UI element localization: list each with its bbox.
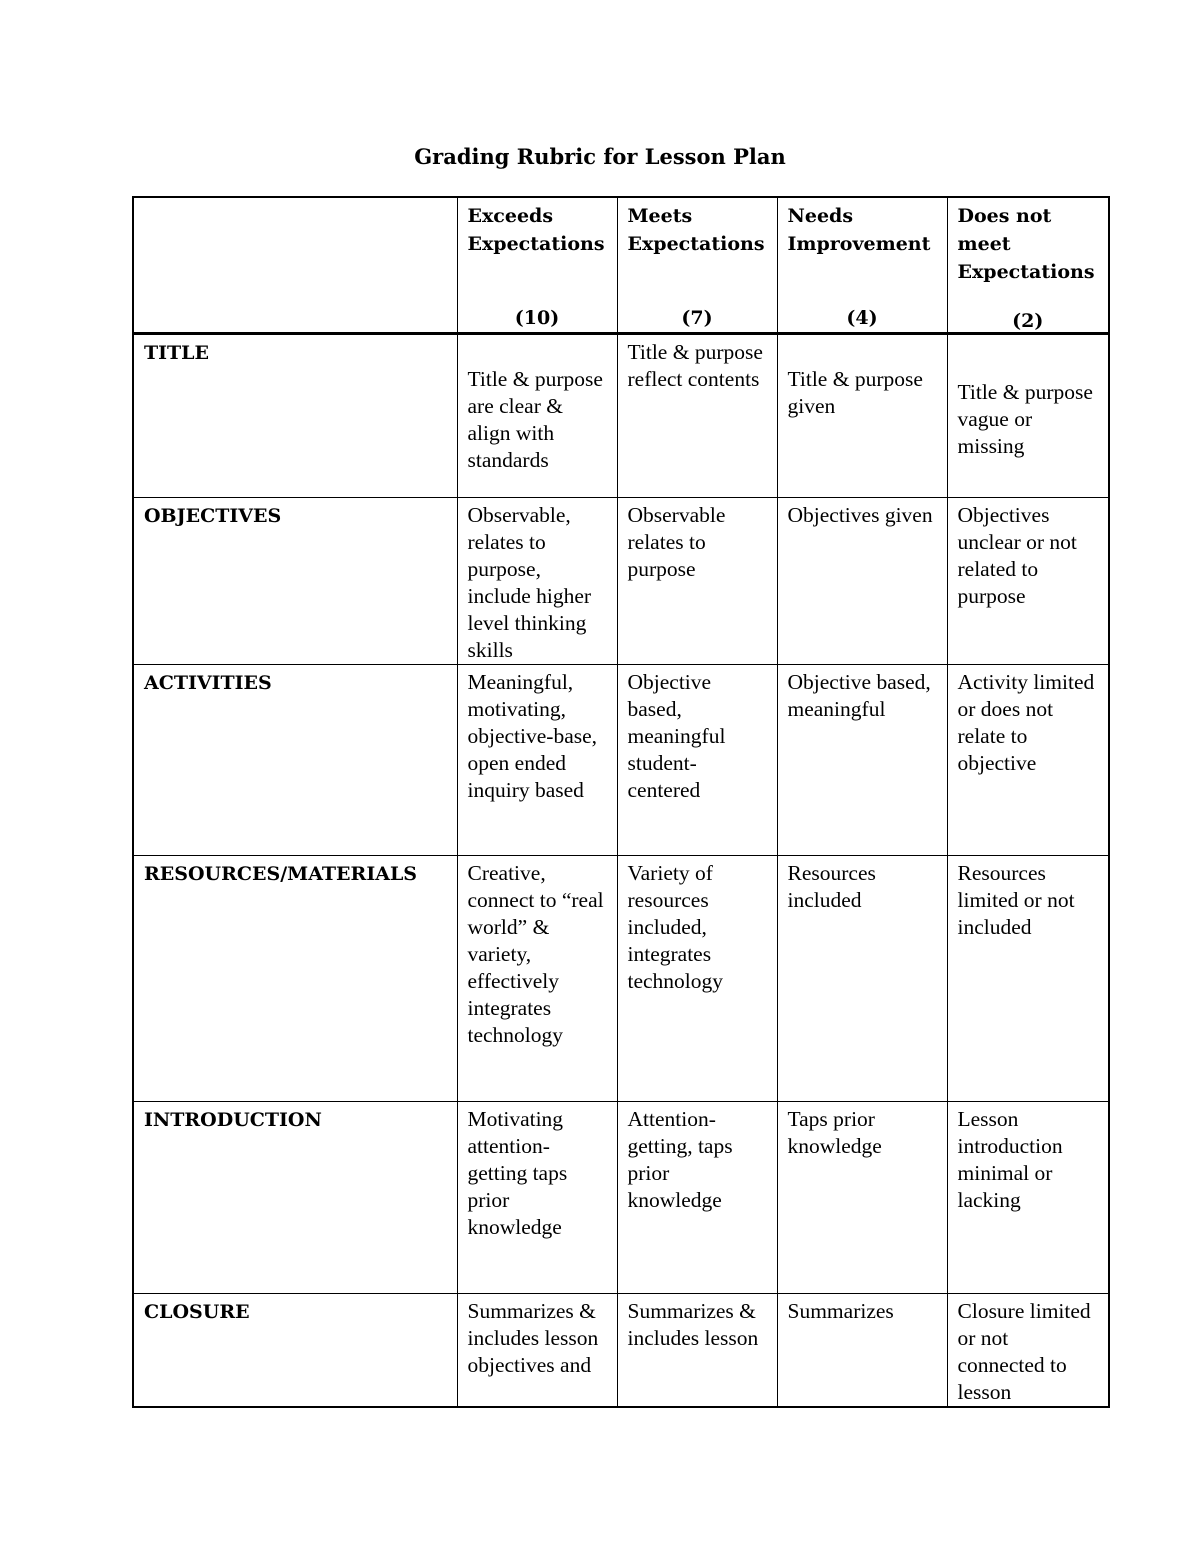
descriptor-cell [777,665,947,856]
descriptor-text: Title & purpose vague or missing [957,380,1093,458]
level-label: Meets Expectations [627,205,765,255]
level-label: Exceeds Expectations [467,205,605,255]
descriptor-text: Activity limited or does not relate to objective [957,670,1095,775]
page-title: Grading Rubric for Lesson Plan [414,144,786,169]
descriptor-text: Attention-getting, taps prior knowledge [627,1107,733,1212]
criterion-name: INTRODUCTION [144,1109,322,1131]
descriptor-cell [947,498,1109,665]
descriptor-cell [947,1102,1109,1294]
descriptor-cell [457,334,617,498]
descriptor-text: Resources limited or not included [957,861,1075,939]
descriptor-text: Lesson introduction minimal or lacking [957,1107,1063,1212]
criterion-name-cell [133,856,457,1102]
level-points: (7) [681,307,713,329]
criterion-row-resources-materials [133,856,1109,1102]
descriptor-text: Summarizes & includes lesson [627,1299,759,1350]
criterion-name-cell [133,334,457,498]
descriptor-cell [617,334,777,498]
level-points: (4) [846,307,878,329]
criterion-row-activities [133,665,1109,856]
descriptor-text: Objectives given [787,503,933,527]
criterion-row-introduction [133,1102,1109,1294]
descriptor-cell [617,498,777,665]
descriptor-cell [777,498,947,665]
descriptor-text: Title & purpose reflect contents [627,340,763,391]
criterion-row-closure [133,1294,1109,1408]
criterion-row-objectives [133,498,1109,665]
criterion-name-cell [133,498,457,665]
descriptor-text: Resources included [787,861,876,912]
descriptor-text: Title & purpose are clear & align with standards [467,367,603,472]
descriptor-text: Variety of resources included, integrates technology [627,861,724,993]
descriptor-text: Closure limited or not connected to lesson [957,1299,1091,1404]
descriptor-cell [457,856,617,1102]
level-points: (2) [1012,310,1044,332]
descriptor-cell [617,1102,777,1294]
descriptor-text: Objective based, meaningful [787,670,931,721]
descriptor-text: Summarizes & includes lesson objectives and [467,1299,599,1377]
criterion-name-cell [133,665,457,856]
level-points: (10) [514,307,560,329]
descriptor-cell [777,1294,947,1408]
descriptor-cell [947,856,1109,1102]
descriptor-text: Taps prior knowledge [787,1107,882,1158]
descriptor-text: Creative, connect to “real world” & variety, effectively integrates technology [467,861,604,1047]
descriptor-cell [617,856,777,1102]
descriptor-text: Objective based, meaningful student-centered [627,670,726,802]
descriptor-cell [947,1294,1109,1408]
criterion-name: ACTIVITIES [144,672,272,694]
descriptor-cell [947,665,1109,856]
criterion-name: RESOURCES/MATERIALS [144,863,418,885]
descriptor-text: Title & purpose given [787,367,923,418]
descriptor-cell [777,334,947,498]
descriptor-cell [457,1294,617,1408]
level-label: Needs Improvement [787,205,931,255]
criterion-name: CLOSURE [144,1301,250,1323]
level-header-does-not-meet [947,197,1109,334]
criterion-row-title [133,334,1109,498]
descriptor-text: Observable relates to purpose [627,503,726,581]
criterion-name-cell [133,1102,457,1294]
descriptor-text: Objectives unclear or not related to purpose [957,503,1077,608]
criterion-name: TITLE [144,342,210,364]
descriptor-cell [777,856,947,1102]
criterion-name-cell [133,1294,457,1408]
rubric-table [132,196,1110,1408]
level-header-exceeds [457,197,617,334]
descriptor-text: Meaningful, motivating, objective-base, open ended inquiry based [467,670,598,802]
rubric-header-row [133,197,1109,334]
header-blank-cell [133,197,457,334]
descriptor-cell [777,1102,947,1294]
descriptor-cell [947,334,1109,498]
level-label: Does not meet Expectations [957,205,1095,283]
descriptor-text: Motivating attention-getting taps prior knowledge [467,1107,568,1239]
descriptor-cell [457,665,617,856]
descriptor-cell [457,1102,617,1294]
level-header-needs-improvement [777,197,947,334]
descriptor-cell [457,498,617,665]
descriptor-text: Summarizes [787,1299,894,1323]
criterion-name: OBJECTIVES [144,505,282,527]
level-header-meets [617,197,777,334]
descriptor-text: Observable, relates to purpose, include higher level thinking skills [467,503,592,662]
descriptor-cell [617,1294,777,1408]
descriptor-cell [617,665,777,856]
